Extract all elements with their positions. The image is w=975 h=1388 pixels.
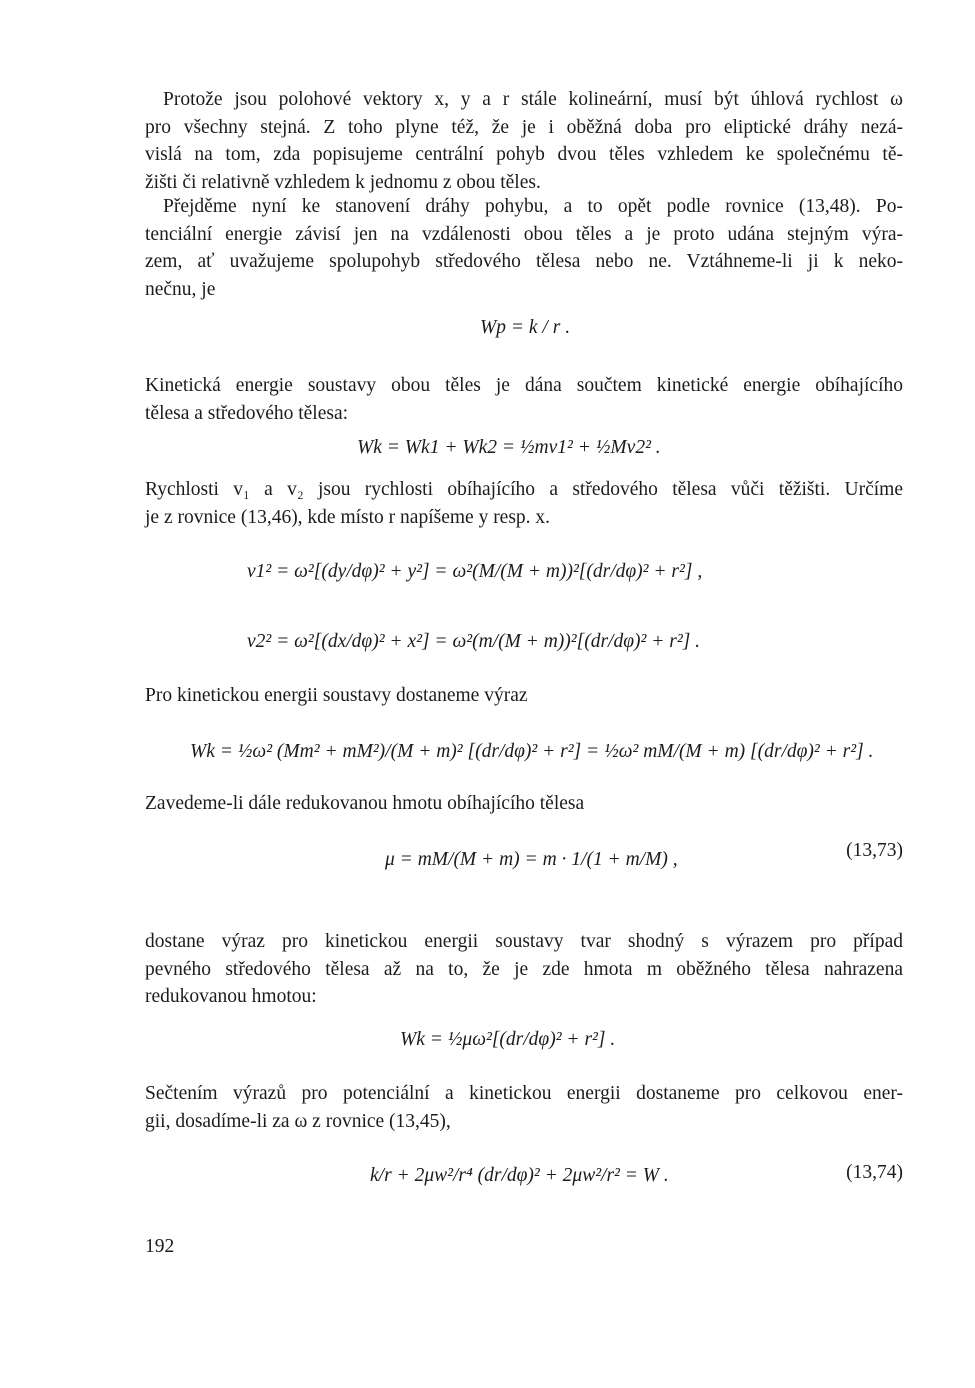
paragraph-2 [145, 193, 903, 303]
text-line: Rychlosti v₁ a v₂ jsou rychlosti obíhajícího a středového tělesa vůči těžišti. Určíme [145, 479, 903, 500]
text-line: Sečtením výrazů pro potenciální a kinetickou energii dostaneme pro celkovou ener- [145, 1083, 903, 1104]
text-line: vislá na tom, zda popisujeme centrální pohyb dvou těles vzhledem ke společnému tě- [145, 144, 903, 165]
paragraph-5 [145, 682, 903, 710]
text-line: pro všechny stejná. Z toho plyne též, že je i oběžná doba pro eliptické dráhy nezá- [145, 116, 903, 138]
text-line: Kinetická energie soustavy obou těles je dána součtem kinetické energie obíhajícího [145, 375, 903, 396]
text-line: Pro kinetickou energii soustavy dostaneme výraz [145, 685, 528, 706]
equation-wk-full [190, 742, 873, 762]
equation-wp [480, 318, 570, 338]
paragraph-8 [145, 1080, 903, 1135]
paragraph-3 [145, 372, 903, 427]
equation-text: Wk = ½μω²[(dr/dφ)² + r²] . [400, 1029, 616, 1050]
text-line: Protože jsou polohové vektory x, y a r stále kolineární, musí být úhlová rychlost ω [163, 89, 903, 110]
paragraph-6 [145, 790, 903, 818]
paragraph-7 [145, 928, 903, 1011]
text-line: žišti či relativně vzhledem k jednomu z obou těles. [145, 171, 541, 193]
equation-number-13-73: (13,73) [846, 840, 903, 861]
equation-text: μ = mM/(M + m) = m · 1/(1 + m/M) , [385, 849, 678, 870]
equation-text: Wp = k / r . [480, 317, 571, 338]
text-line: zem, ať uvažujeme spolupohyb středového tělesa nebo ne. Vztáhneme-li ji k neko- [145, 251, 903, 272]
text-line: tenciální energie závisí jen na vzdálenosti obou těles a je proto udána stejným výra- [145, 223, 903, 245]
equation-wk-mu [400, 1030, 615, 1050]
equation-text: v2² = ω²[(dx/dφ)² + x²] = ω²(m/(M + m))²[(dr/dφ)² + r²] . [247, 631, 701, 652]
text-line: gii, dosadíme-li za ω z rovnice (13,45), [145, 1110, 451, 1132]
text-line: Přejděme nyní ke stanovení dráhy pohybu, a to opět podle rovnice (13,48). Po- [163, 196, 903, 217]
equation-v2 [247, 632, 700, 652]
text-line: dostane výraz pro kinetickou energii soustavy tvar shodný s výrazem pro případ [145, 931, 903, 952]
text-line: tělesa a středového tělesa: [145, 402, 349, 424]
paragraph-1 [145, 86, 903, 196]
text-line: je z rovnice (13,46), kde místo r napíšeme y resp. x. [145, 506, 551, 528]
page-number: 192 [145, 1236, 175, 1257]
text-line: Zavedeme-li dále redukovanou hmotu obíhajícího tělesa [145, 793, 585, 814]
equation-text: v1² = ω²[(dy/dφ)² + y²] = ω²(M/(M + m))²[(dr/dφ)² + r²] , [247, 561, 703, 582]
equation-energy [370, 1166, 669, 1186]
text-line: redukovanou hmotou: [145, 986, 317, 1007]
equation-wk-sum [357, 438, 661, 458]
paragraph-4 [145, 476, 903, 531]
equation-mu [385, 850, 678, 870]
equation-text: k/r + 2μw²/r⁴ (dr/dφ)² + 2μw²/r² = W . [370, 1165, 669, 1186]
text-line: nečnu, je [145, 278, 216, 300]
equation-text: Wk = ½ω² (Mm² + mM²)/(M + m)² [(dr/dφ)² + r²] = ½ω² mM/(M + m) [(dr/dφ)² + r²] . [190, 741, 874, 762]
text-line: pevného středového tělesa až na to, že je zde hmota m oběžného tělesa nahrazena [145, 958, 903, 980]
equation-text: Wk = Wk1 + Wk2 = ½mv1² + ½Mv2² . [357, 437, 661, 458]
equation-v1 [247, 562, 702, 582]
equation-number-13-74: (13,74) [846, 1162, 903, 1183]
